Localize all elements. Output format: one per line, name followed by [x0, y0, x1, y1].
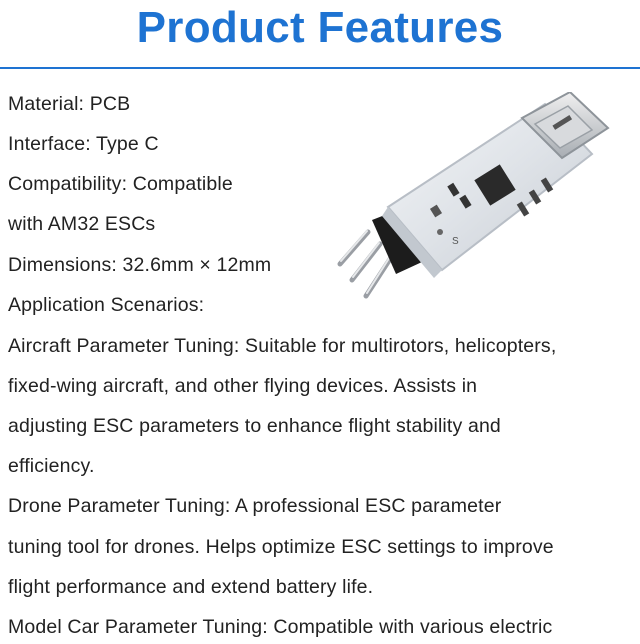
paragraph-line: fixed-wing aircraft, and other flying devices. Assists in: [8, 375, 478, 397]
spec-compat: Compatibility: Compatible: [8, 173, 233, 195]
spec-interface: Interface: Type C: [8, 133, 159, 155]
scenarios-heading: Application Scenarios:: [8, 294, 205, 316]
svg-text:S: S: [452, 236, 459, 247]
title-divider: [0, 67, 640, 69]
paragraph-line: tuning tool for drones. Helps optimize ESC settings to improve: [8, 536, 554, 558]
paragraph-line: Aircraft Parameter Tuning: Suitable for multirotors, helicopters,: [8, 335, 557, 357]
spec-material: Material: PCB: [8, 93, 131, 115]
paragraph-line: Drone Parameter Tuning: A professional ESC parameter: [8, 495, 502, 517]
page-title: Product Features: [136, 3, 504, 52]
esc-programmer-icon: [330, 92, 620, 312]
paragraph-line: adjusting ESC parameters to enhance flight stability and: [8, 415, 501, 437]
spec-compat-2: with AM32 ESCs: [8, 213, 156, 235]
paragraph-line: flight performance and extend battery life.: [8, 576, 374, 598]
spec-dimensions: Dimensions: 32.6mm × 12mm: [8, 254, 272, 276]
paragraph-line: Model Car Parameter Tuning: Compatible with various electric: [8, 616, 553, 638]
paragraph-line: efficiency.: [8, 455, 95, 477]
product-image: [330, 92, 620, 312]
